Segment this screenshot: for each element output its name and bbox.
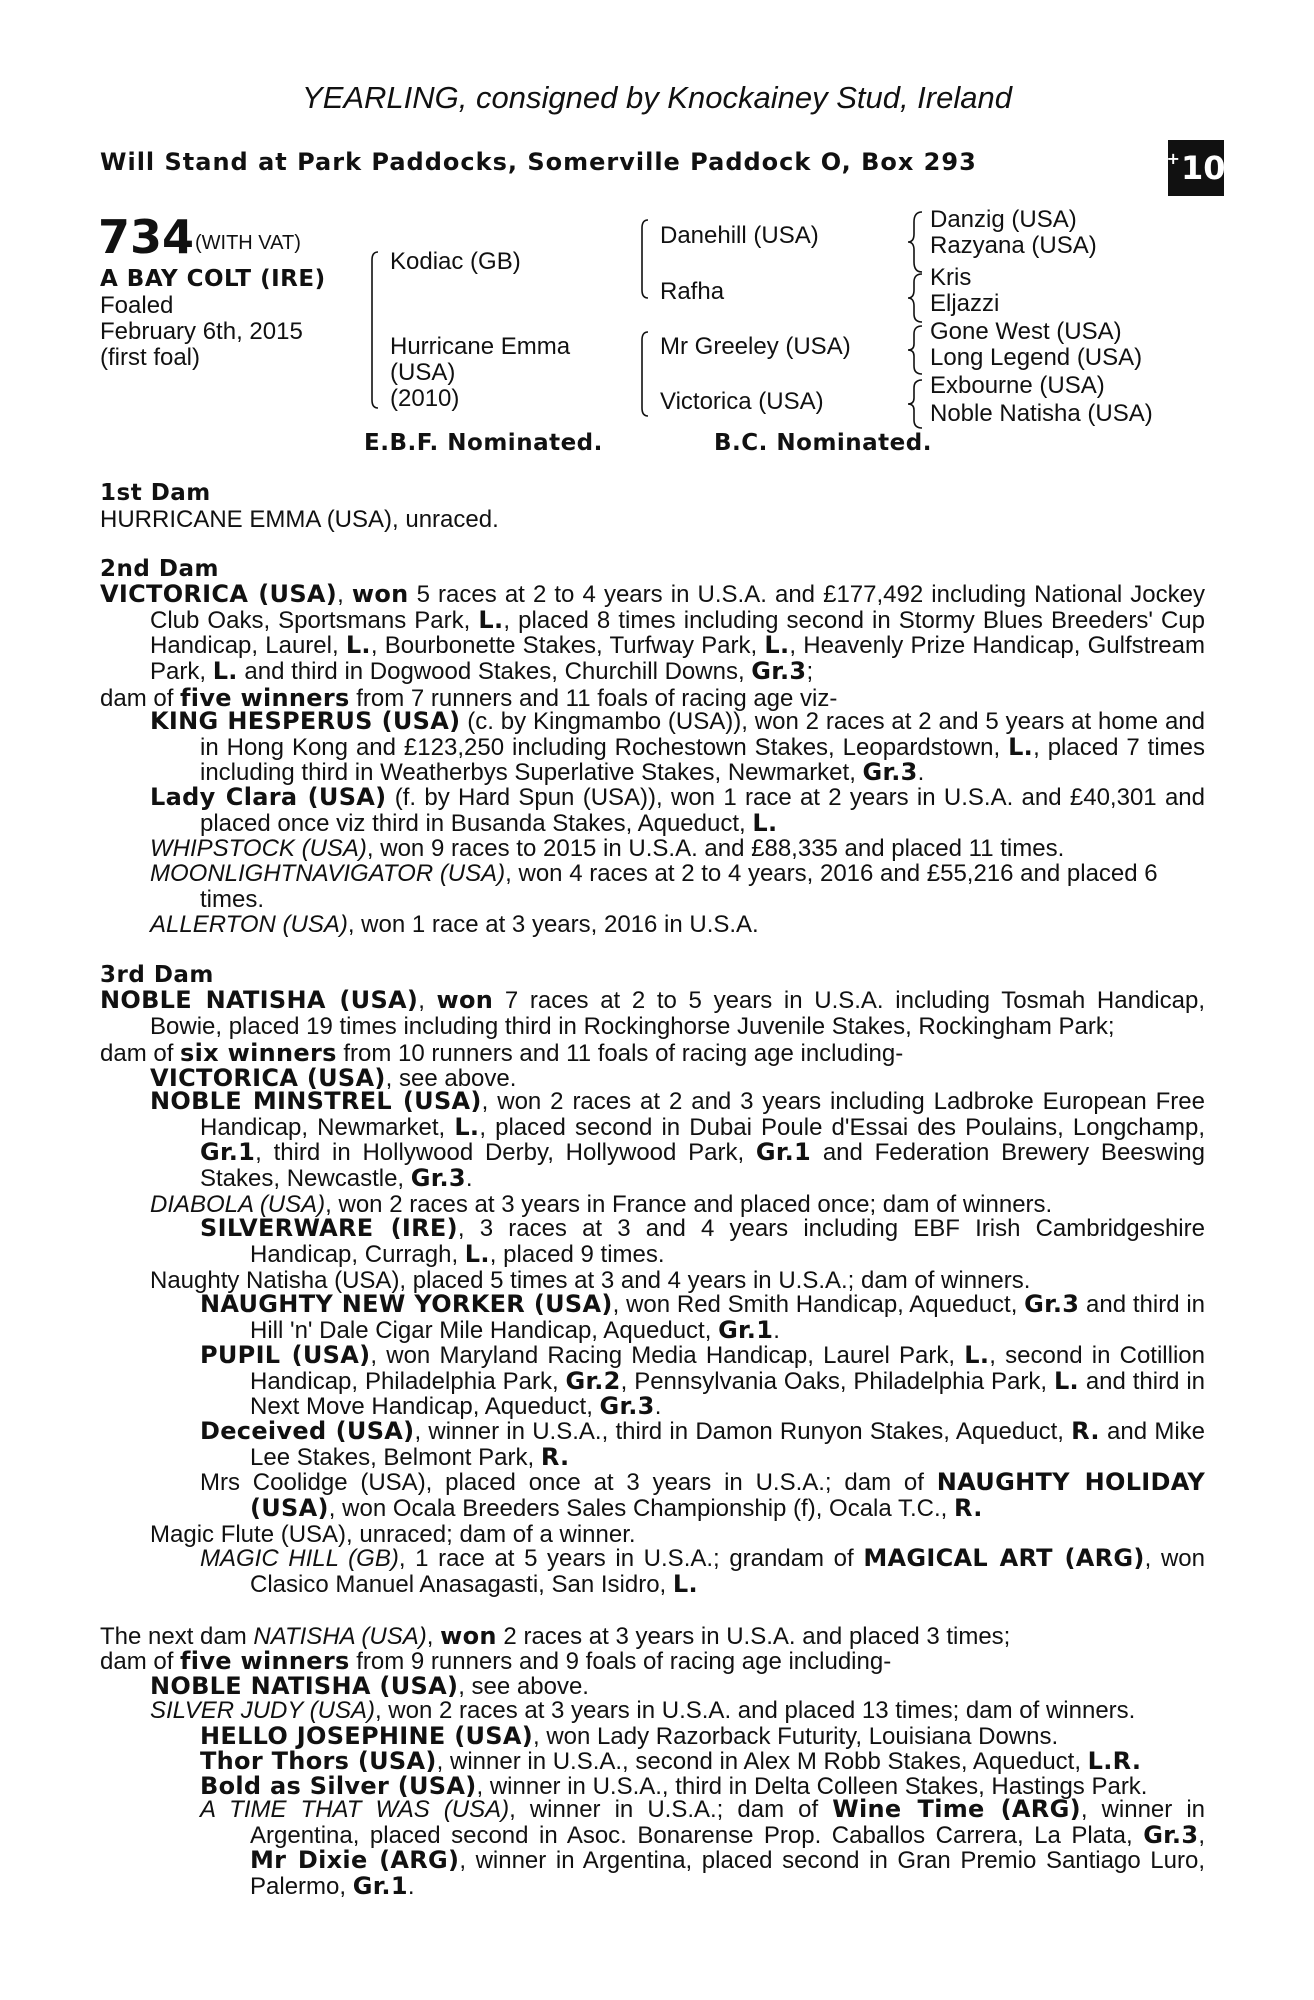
next-dam-dam-of: dam of five winners from 9 runners and 9 foals of racing age including- bbox=[100, 1647, 892, 1675]
gen3-dss: Gone West (USA) bbox=[930, 318, 1122, 345]
brace-gen3-c bbox=[908, 326, 922, 374]
first-dam-text: HURRICANE EMMA (USA), unraced. bbox=[100, 506, 499, 533]
lot-number: 734 bbox=[98, 210, 195, 264]
king-hesperus-entry: KING HESPERUS (USA) (c. by Kingmambo (USA)), won 2 races at 2 and 5 years at home and in Hong Kong and £123,250 including Rochestown Stakes, Leopardstown, L., placed 7 times including third in Weatherbys Superlative Stakes, Newmarket, Gr.3. bbox=[150, 707, 1205, 786]
sire-dam: Rafha bbox=[660, 278, 725, 305]
gen3-dsd: Long Legend (USA) bbox=[930, 344, 1143, 371]
gen3-ddd: Noble Natisha (USA) bbox=[930, 400, 1153, 427]
foal-note: (first foal) bbox=[100, 344, 201, 371]
gen3-sds: Kris bbox=[930, 264, 972, 291]
brace-gen1 bbox=[372, 252, 378, 408]
victorica-entry: VICTORICA (USA), won 5 races at 2 to 4 years in U.S.A. and £177,492 including National Jockey Club Oaks, Sportsmans Park, L., placed 8 times including second in Stormy Blues Breeders' Cup Handicap, Laurel, L., Bourbonette Stakes, Turfway Park, L., Heavenly Prize Handicap, Gulfstream Park, L. and third in Dogwood Stakes, Churchill Downs, Gr.3; bbox=[100, 580, 1205, 685]
horse-title: A BAY COLT (IRE) bbox=[100, 266, 326, 292]
thor-thors-entry: Thor Thors (USA), winner in U.S.A., second in Alex M Robb Stakes, Aqueduct, L.R. bbox=[200, 1747, 1142, 1775]
bc-nominated: B.C. Nominated. bbox=[714, 430, 932, 456]
foaled-label: Foaled bbox=[100, 292, 174, 319]
gen3-ssd: Razyana (USA) bbox=[930, 232, 1097, 259]
gen3-sdd: Eljazzi bbox=[930, 290, 1000, 317]
pedigree-braces bbox=[0, 0, 1314, 440]
naughty-new-yorker-entry: NAUGHTY NEW YORKER (USA), won Red Smith Handicap, Aqueduct, Gr.3 and third in Hill 'n' Dale Cigar Mile Handicap, Aqueduct, Gr.1. bbox=[200, 1290, 1205, 1344]
deceived-entry: Deceived (USA), winner in U.S.A., third in Damon Runyon Stakes, Aqueduct, R. and Mike Lee Stakes, Belmont Park, R. bbox=[200, 1417, 1206, 1471]
third-dam-dam-of: dam of six winners from 10 runners and 11 foals of racing age including- bbox=[100, 1039, 904, 1067]
stand-location: Will Stand at Park Paddocks, Somerville Paddock O, Box 293 bbox=[100, 148, 977, 176]
second-dam-dam-of: dam of five winners from 7 runners and 11 foals of racing age viz- bbox=[100, 684, 838, 712]
whipstock-entry: WHIPSTOCK (USA), won 9 races to 2015 in U.S.A. and £88,335 and placed 11 times. bbox=[150, 835, 1065, 862]
dam-line2: (USA) bbox=[390, 359, 456, 386]
brace-gen3-a bbox=[908, 212, 922, 272]
moonlightnavigator-entry: MOONLIGHTNAVIGATOR (USA), won 4 races at 2 to 4 years, 2016 and £55,216 and placed 6 times. bbox=[150, 860, 1158, 913]
next-dam-entry: The next dam NATISHA (USA), won 2 races at 3 years in U.S.A. and placed 3 times; bbox=[100, 1622, 1011, 1650]
dam-line3: (2010) bbox=[390, 385, 460, 412]
brace-gen3-b bbox=[908, 274, 922, 322]
sire: Kodiac (GB) bbox=[390, 248, 521, 275]
noble-natisha-ref-entry: NOBLE NATISHA (USA), see above. bbox=[150, 1672, 589, 1700]
vat-note: (WITH VAT) bbox=[195, 232, 301, 254]
noble-natisha-entry: NOBLE NATISHA (USA), won 7 races at 2 to 5 years in U.S.A. including Tosmah Handicap, Bowie, placed 19 times including third in Rockinghorse Juvenile Stakes, Rockingham Park; bbox=[100, 986, 1205, 1040]
hello-josephine-entry: HELLO JOSEPHINE (USA), won Lady Razorback Futurity, Louisiana Downs. bbox=[200, 1722, 1059, 1750]
naughty-natisha-entry: Naughty Natisha (USA), placed 5 times at 3 and 4 years in U.S.A.; dam of winners. bbox=[150, 1267, 1031, 1294]
dam-sire: Mr Greeley (USA) bbox=[660, 333, 851, 360]
third-dam-heading: 3rd Dam bbox=[100, 962, 214, 988]
dam-dam: Victorica (USA) bbox=[660, 388, 824, 415]
gen3-dds: Exbourne (USA) bbox=[930, 372, 1105, 399]
pupil-entry: PUPIL (USA), won Maryland Racing Media Handicap, Laurel Park, L., second in Cotillion Handicap, Philadelphia Park, Gr.2, Pennsylvania Oaks, Philadelphia Park, L. and third in Next Move Handicap, Aqueduct, Gr.3. bbox=[200, 1341, 1206, 1420]
victorica-ref-entry: VICTORICA (USA), see above. bbox=[150, 1064, 517, 1092]
diabola-entry: DIABOLA (USA), won 2 races at 3 years in France and placed once; dam of winners. bbox=[150, 1191, 1053, 1218]
lady-clara-entry: Lady Clara (USA) (f. by Hard Spun (USA)), won 1 race at 2 years in U.S.A. and £40,301 and placed once viz third in Busanda Stakes, Aqueduct, L. bbox=[150, 783, 1205, 837]
first-dam-heading: 1st Dam bbox=[100, 480, 211, 506]
dam-line1: Hurricane Emma bbox=[390, 333, 571, 360]
brace-gen3-d bbox=[908, 380, 922, 428]
a-time-that-was-entry: A TIME THAT WAS (USA), winner in U.S.A.; dam of Wine Time (ARG), winner in Argentina, placed second in Asoc. Bonarense Prop. Caballos Carrera, La Plata, Gr.3, Mr Dixie (ARG), winner in Argentina, placed second in Gran Premio Santiago Luro, Palermo, Gr.1. bbox=[200, 1795, 1205, 1900]
magic-flute-entry: Magic Flute (USA), unraced; dam of a winner. bbox=[150, 1521, 636, 1548]
bold-as-silver-entry: Bold as Silver (USA), winner in U.S.A., third in Delta Colleen Stakes, Hastings Park. bbox=[200, 1772, 1148, 1800]
brace-gen2-bottom bbox=[642, 332, 648, 416]
mrs-coolidge-entry: Mrs Coolidge (USA), placed once at 3 years in U.S.A.; dam of NAUGHTY HOLIDAY (USA), won Ocala Breeders Sales Championship (f), Ocala T.C., R. bbox=[200, 1468, 1206, 1522]
lot-badge-icon: + 10 bbox=[1168, 140, 1224, 196]
consignor-line: YEARLING, consigned by Knockainey Stud, Ireland bbox=[302, 80, 1012, 115]
second-dam-heading: 2nd Dam bbox=[100, 556, 219, 582]
sire-sire: Danehill (USA) bbox=[660, 222, 819, 249]
ebf-nominated: E.B.F. Nominated. bbox=[364, 430, 603, 456]
allerton-entry: ALLERTON (USA), won 1 race at 3 years, 2016 in U.S.A. bbox=[150, 911, 759, 938]
silver-judy-entry: SILVER JUDY (USA), won 2 races at 3 years in U.S.A. and placed 13 times; dam of winners. bbox=[150, 1697, 1136, 1724]
brace-gen2-top bbox=[642, 220, 648, 298]
gen3-sss: Danzig (USA) bbox=[930, 206, 1077, 233]
magic-hill-entry: MAGIC HILL (GB), 1 race at 5 years in U.S.A.; grandam of MAGICAL ART (ARG), won Clasico Manuel Anasagasti, San Isidro, L. bbox=[200, 1544, 1205, 1598]
silverware-entry: SILVERWARE (IRE), 3 races at 3 and 4 years including EBF Irish Cambridgeshire Handicap, Curragh, L., placed 9 times. bbox=[200, 1214, 1205, 1268]
noble-minstrel-entry: NOBLE MINSTREL (USA), won 2 races at 2 and 3 years including Ladbroke European Free Handicap, Newmarket, L., placed second in Dubai Poule d'Essai des Poulains, Longchamp, Gr.1, third in Hollywood Derby, Hollywood Park, Gr.1 and Federation Brewery Beeswing Stakes, Newcastle, Gr.3. bbox=[150, 1087, 1206, 1192]
foaled-date: February 6th, 2015 bbox=[100, 318, 303, 345]
